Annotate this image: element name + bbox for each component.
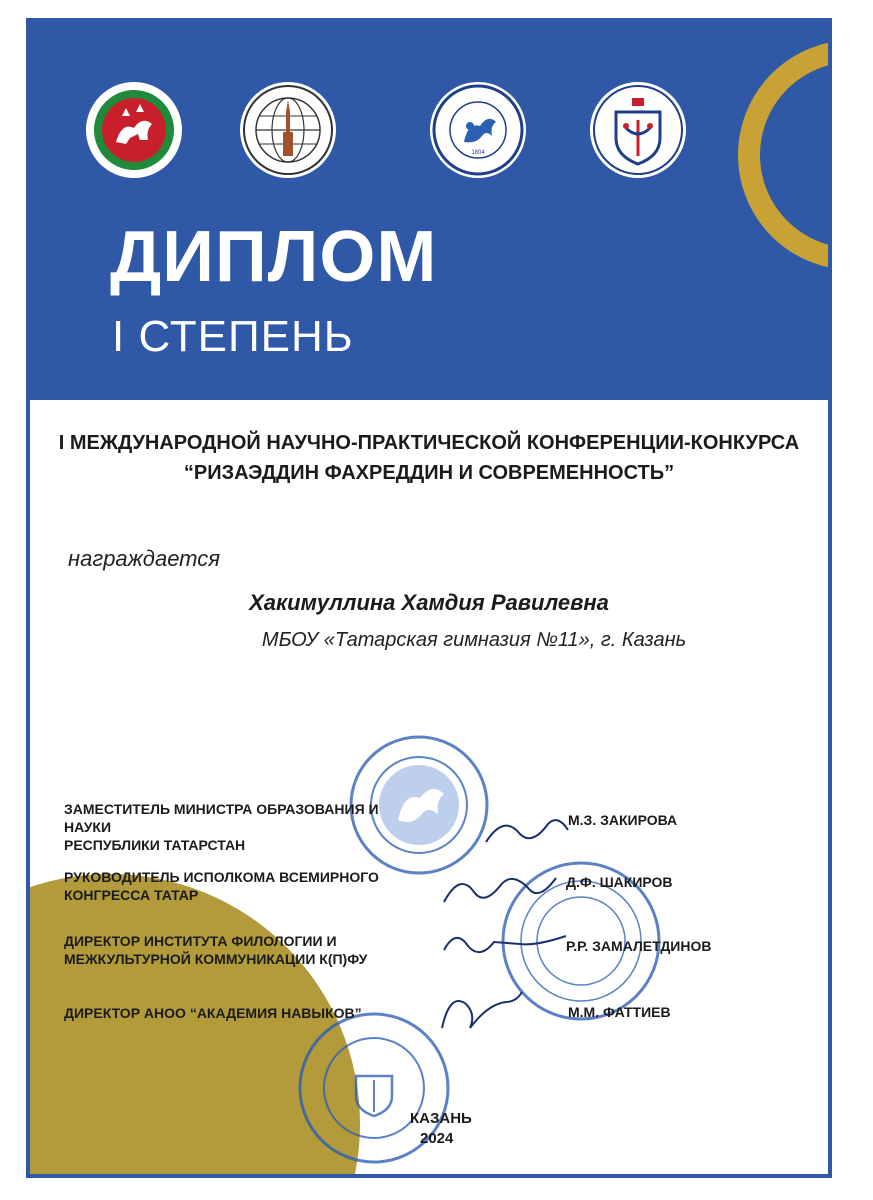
recipient-school: МБОУ «Татарская гимназия №11», г. Казань — [261, 629, 687, 651]
signatory-1-title — [64, 800, 394, 854]
signature-zakirova — [482, 810, 572, 850]
signatory-2-title — [64, 868, 394, 904]
signatory-4-name: М.М. ФАТТИЕВ — [568, 1004, 671, 1020]
signature-zamaletdinov — [440, 922, 570, 966]
tatarstan-emblem-logo — [86, 82, 182, 178]
signatory-4-title-line1: ДИРЕКТОР АНОО “АКАДЕМИЯ НАВЫКОВ” — [64, 1005, 362, 1021]
signatory-1-title-line1: ЗАМЕСТИТЕЛЬ МИНИСТРА ОБРАЗОВАНИЯ И НАУКИ — [64, 801, 379, 835]
signatory-2-title-line2: КОНГРЕССА ТАТАР — [64, 887, 199, 903]
world-congress-tatars-logo — [240, 82, 336, 178]
signatory-3-title — [64, 932, 394, 968]
signature-fattiev — [436, 984, 526, 1040]
conference-title-line2: “РИЗАЭДДИН ФАХРЕДДИН И СОВРЕМЕННОСТЬ” — [183, 462, 675, 484]
conference-title-line1: I МЕЖДУНАРОДНОЙ НАУЧНО-ПРАКТИЧЕСКОЙ КОНФЕРЕНЦИИ-КОНКУРСА — [58, 432, 800, 454]
signatory-3-title-line1: ДИРЕКТОР ИНСТИТУТА ФИЛОЛОГИИ И — [64, 933, 337, 949]
signatory-4-title — [64, 1004, 394, 1022]
signatory-1-title-line2: РЕСПУБЛИКИ ТАТАРСТАН — [64, 837, 246, 853]
footer-city: КАЗАНЬ — [410, 1110, 472, 1127]
signatory-3-title-line2: МЕЖКУЛЬТУРНОЙ КОММУНИКАЦИИ К(П)ФУ — [64, 951, 368, 967]
signatory-3-name: Р.Р. ЗАМАЛЕТДИНОВ — [566, 938, 712, 954]
kazan-federal-university-logo — [430, 82, 526, 178]
header-banner — [30, 22, 828, 400]
gold-ring-decoration — [738, 40, 828, 270]
footer-year: 2024 — [420, 1130, 454, 1147]
akademia-navykov-logo — [590, 82, 686, 178]
signatory-2-name: Д.Ф. ШАКИРОВ — [566, 874, 673, 890]
diploma-title: ДИПЛОМ — [110, 217, 438, 297]
signature-shakirov — [440, 862, 560, 912]
recipient-name: Хакимуллина Хамдия Равилевна — [249, 590, 609, 615]
svg-text:1804: 1804 — [471, 150, 485, 156]
signatory-1-name: М.З. ЗАКИРОВА — [568, 812, 678, 828]
diploma-degree: I СТЕПЕНЬ — [112, 312, 354, 361]
awarded-label: награждается — [68, 546, 221, 571]
diploma-frame — [26, 18, 832, 1178]
signatory-2-title-line1: РУКОВОДИТЕЛЬ ИСПОЛКОМА ВСЕМИРНОГО — [64, 869, 379, 885]
